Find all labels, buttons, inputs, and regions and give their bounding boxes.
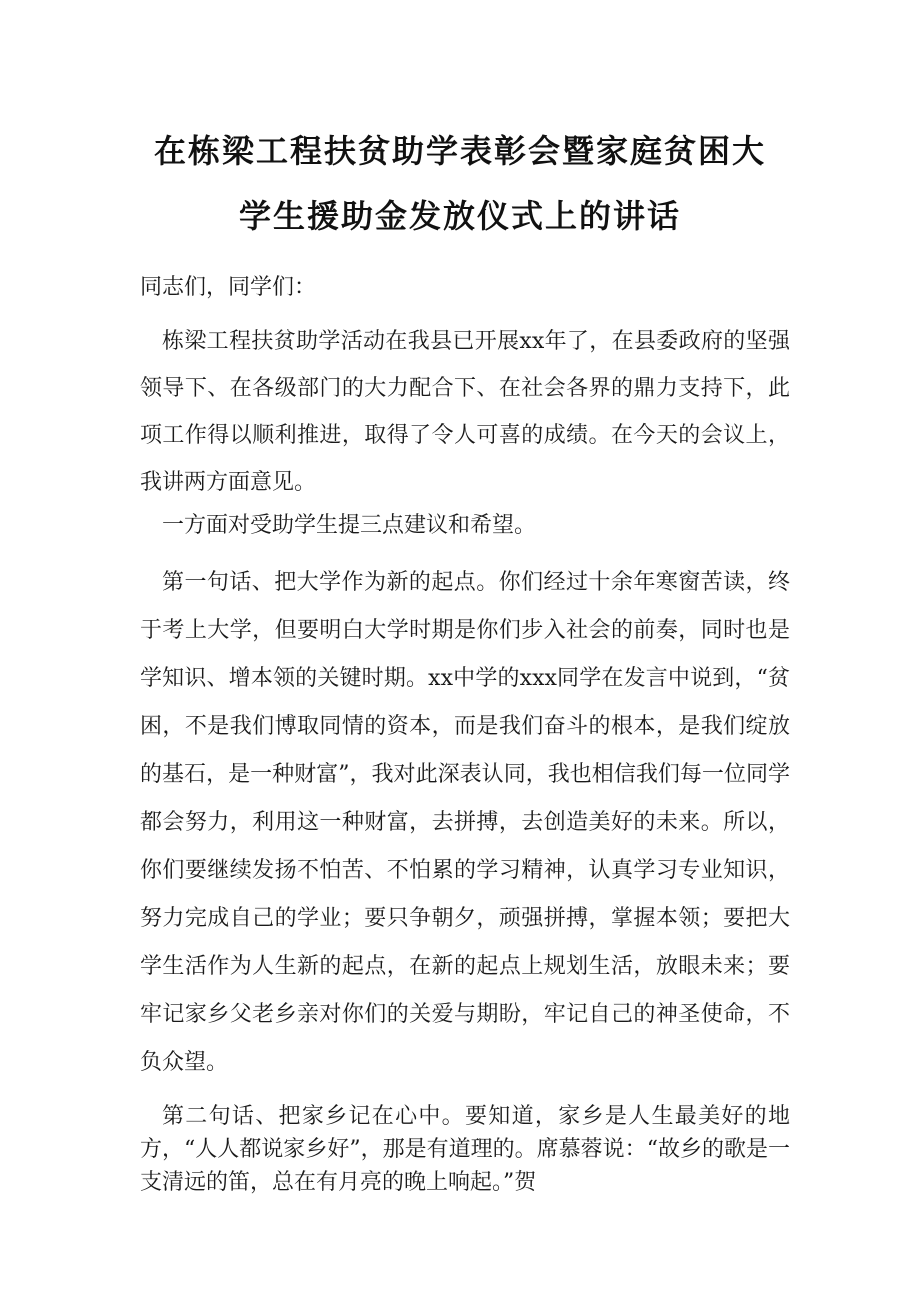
paragraph-first-point: 第一句话、把大学作为新的起点。你们经过十余年寒窗苦读，终于考上大学，但要明白大学时期是你们步入社会的前奏，同时也是学知识、增本领的关键时期。xx中学的xxx同学在发言中说到，“贫困，不是我们博取同情的资本，而是我们奋斗的根本，是我们绽放的基石，是一种财富”，我对此深表认同，我也相信我们每一位同学都会努力，利用这一种财富，去拼搏，去创造美好的未来。所以，你们要继续发扬不怕苦、不怕累的学习精神，认真学习专业知识，努力完成自己的学业；要只争朝夕，顽强拼搏，掌握本领；要把大学生活作为人生新的起点，在新的起点上规划生活，放眼未来；要牢记家乡父老乡亲对你们的关爱与期盼，牢记自己的神圣使命，不负众望。 <box>140 570 790 1075</box>
paragraph-second-point: 第二句话、把家乡记在心中。要知道，家乡是人生最美好的地方，“人人都说家乡好”，那是有道理的。席慕蓉说：“故乡的歌是一支清远的笛，总在有月亮的晚上响起。”贺 <box>140 1104 790 1195</box>
document-title-line-2: 学生援助金发放仪式上的讲话 <box>238 197 681 235</box>
document-title-line-1: 在栋梁工程扶贫助学表彰会暨家庭贫困大 <box>153 132 766 170</box>
salutation: 同志们，同学们： <box>140 275 317 300</box>
paragraph-intro: 栋梁工程扶贫助学活动在我县已开展xx年了，在县委政府的坚强领导下、在各级部门的大力配合下、在社会各界的鼎力支持下，此项工作得以顺利推进，取得了令人可喜的成绩。在今天的会议上，我讲两方面意见。 <box>140 329 790 495</box>
paragraph-section-heading: 一方面对受助学生提三点建议和希望。 <box>162 513 537 538</box>
